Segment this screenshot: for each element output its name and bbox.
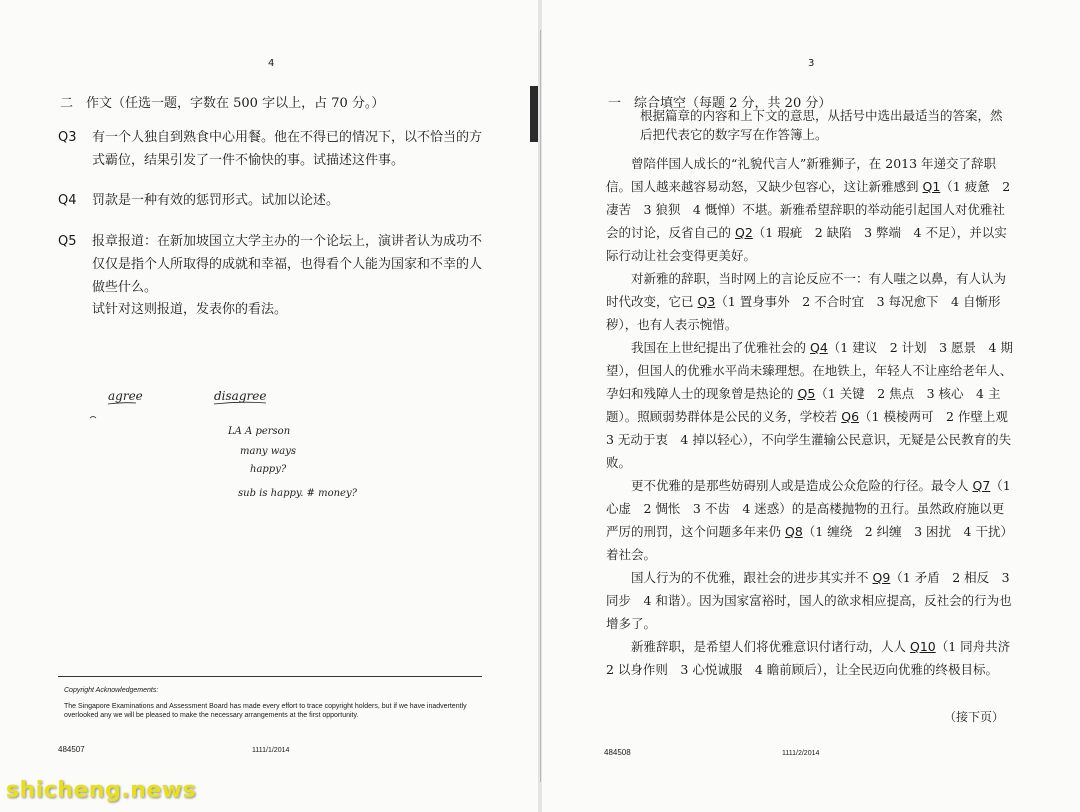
instructions: 根据篇章的内容和上下文的意思，从括号中选出最适当的答案，然后把代表它的数字写在作答簿上。	[640, 108, 1003, 142]
spine-line	[540, 30, 541, 782]
footer-code: 484507	[58, 745, 85, 754]
question-blank-ref: Q3	[697, 294, 716, 309]
passage-text: （1 建议 2 计划 3 愿景 4 期望），但国人的优雅水平尚未臻理想。在地铁上，年轻人不让座给老年人、孕妇和残障人士的现象曾是热论的	[606, 340, 1013, 401]
right-page	[542, 0, 1080, 812]
passage-text: （1 模棱两可 2 作壁上观 3 无动于衷 4 掉以轻心），不向学生灌输公民意识，无疑是公民教育的失败。	[606, 409, 1021, 470]
section-title: 二 作文（任选一题，字数在 500 字以上，占 70 分。）	[60, 96, 385, 111]
footer-code: 484508	[604, 748, 631, 757]
handwriting-line: many ways	[240, 446, 297, 457]
handwriting-disagree: disagree	[214, 389, 267, 403]
question-text: 罚款是一种有效的惩罚形式。试加以论述。	[92, 193, 340, 208]
question-label: Q5	[58, 234, 77, 249]
divider	[58, 676, 482, 677]
section-title: 一 综合填空（每题 2 分，共 20 分）	[608, 96, 832, 111]
passage-text: （1 同舟共济 2 以身作则 3 心悦诚服 4 瞻前顾后），让全民迈向优雅的终极目标。	[606, 639, 1023, 677]
footer-paper: 1111/2/2014	[782, 750, 820, 757]
question-blank-ref: Q9	[872, 570, 891, 585]
passage-text: （1 瑕疵 2 缺陷 3 弊端 4 不足），并以实际行动让社会变得更美好。	[606, 225, 1007, 263]
passage-text: （1 缠绕 2 纠缠 3 困扰 4 干扰）着社会。	[606, 524, 1013, 562]
passage-text: 曾陪伴国人成长的“礼貌代言人”新雅狮子，在 2013 年递交了辞职信。国人越来越容易动怒，又缺少包容心，这让新雅感到	[606, 156, 997, 194]
passage-paragraph	[606, 566, 1016, 635]
passage-text: （1 疲惫 2 凄苦 3 狼狈 4 慨惮）不堪。新雅希望辞职的举动能引起国人对优雅社会的讨论，反省自己的	[606, 179, 1011, 240]
handwriting-line: happy?	[250, 464, 287, 475]
question-blank-ref: Q5	[797, 386, 816, 401]
question-label: Q4	[58, 193, 77, 208]
handwritten-notes	[80, 380, 440, 510]
question-text: 有一个人独自到熟食中心用餐。他在不得已的情况下，以不恰当的方式霸位，结果引发了一件不愉快的事。试描述这件事。	[92, 130, 483, 168]
passage-paragraph	[606, 152, 1016, 267]
question-blank-ref: Q2	[734, 225, 753, 240]
question-blank-ref: Q10	[909, 639, 936, 654]
passage-text: （1 置身事外 2 不合时宜 3 每况愈下 4 自惭形秽），也有人表示惋惜。	[606, 294, 1001, 332]
passage-paragraph	[606, 267, 1016, 336]
question-blank-ref: Q1	[922, 179, 941, 194]
handwriting-line: sub is happy. # money?	[238, 488, 357, 499]
passage-text: 我国在上世纪提出了优雅社会的	[631, 340, 810, 355]
page-tab-marker	[530, 86, 538, 142]
passage-paragraph	[606, 635, 1023, 681]
copyright-heading: Copyright Acknowledgements:	[64, 687, 159, 694]
passage-paragraph	[606, 474, 1016, 566]
left-page	[0, 0, 538, 812]
passage-paragraph	[606, 336, 1021, 474]
handwriting-line: LA A person	[228, 426, 291, 437]
question-text: 报章报道：在新加坡国立大学主办的一个论坛上，演讲者认为成功不仅仅是指个人所取得的成就和幸福，也得看个人能为国家和不幸的人做些什么。	[92, 234, 483, 295]
passage-text: 国人行为的不优雅，跟社会的进步其实并不	[631, 570, 873, 585]
passage-text: （1 矛盾 2 相反 3 同步 4 和谐）。因为国家富裕时，国人的欲求相应提高，反社会的行为也增多了。	[606, 570, 1012, 631]
page-number: 3	[808, 58, 815, 69]
passage	[606, 152, 1023, 681]
watermark-logo: shicheng.news	[6, 778, 197, 803]
question-blank-ref: Q4	[809, 340, 828, 355]
page-number: 4	[268, 58, 275, 69]
continue-note: （接下页）	[944, 710, 1005, 724]
passage-text: 新雅辞职，是希望人们将优雅意识付诸行动，人人	[631, 639, 910, 654]
passage-text: （1 心虚 2 惆怅 3 不齿 4 迷惑）的是高楼抛物的丑行。虽然政府施以更严厉的刑罚，这个问题多年来仍	[606, 478, 1011, 539]
copyright-text: The Singapore Examinations and Assessment Board has made every effort to trace copyright holders, but if we have inadvertently overlooked any we will be pleased to make the necessary arrangements at the first opportunity.	[64, 703, 467, 719]
handwriting-agree: agree	[108, 389, 143, 403]
question-blank-ref: Q8	[784, 524, 803, 539]
passage-text: 对新雅的辞职，当时网上的言论反应不一：有人嗤之以鼻，有人认为时代改变，它已	[606, 271, 1007, 309]
passage-text: 更不优雅的是那些妨碍别人或是造成公众危险的行径。最令人	[631, 478, 973, 493]
question-blank-ref: Q7	[972, 478, 991, 493]
question-followup: 试针对这则报道，发表你的看法。	[92, 302, 288, 317]
question-label: Q3	[58, 130, 77, 145]
question-blank-ref: Q6	[841, 409, 860, 424]
passage-text: （1 关键 2 焦点 3 核心 4 主题）。照顾弱势群体是公民的义务，学校若	[606, 386, 1001, 424]
footer-paper: 1111/1/2014	[252, 747, 290, 754]
